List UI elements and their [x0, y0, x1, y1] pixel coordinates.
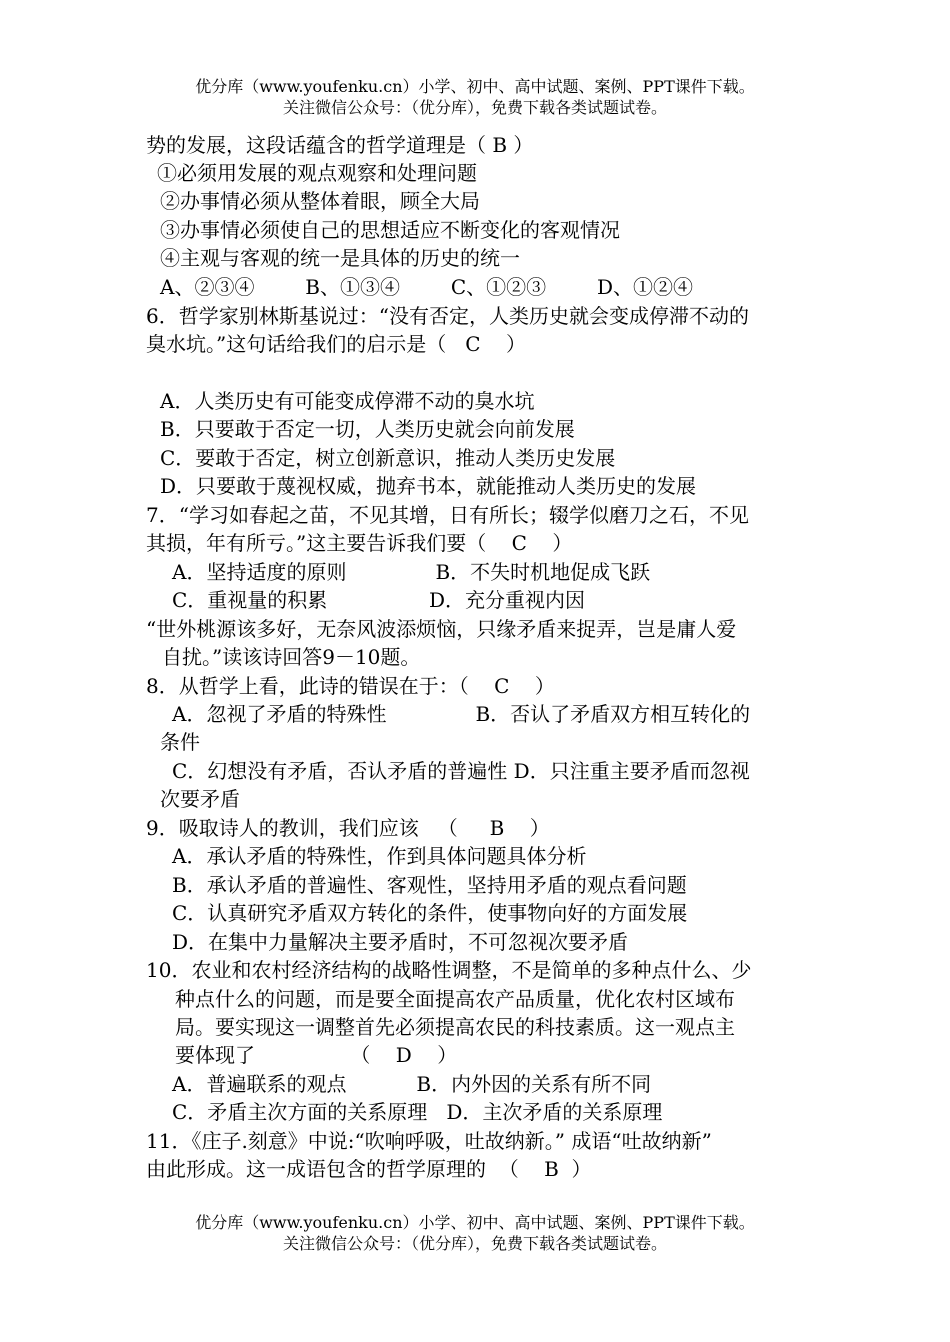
q8-options-ab-line2: 条件 — [160, 730, 200, 754]
page-footer-line1: 优分库（www.youfenku.cn）小学、初中、高中试题、案例、PPT课件下载。 — [195, 1213, 755, 1232]
q8-options-cd-line1: C．幻想没有矛盾，否认矛盾的普遍性 D．只注重主要矛盾而忽视 — [172, 759, 750, 783]
q7-options-cd: C．重视量的积累 D．充分重视内因 — [172, 588, 586, 612]
q9-option-b: B．承认矛盾的普遍性、客观性，坚持用矛盾的观点看问题 — [172, 873, 687, 897]
q10-options-cd: C．矛盾主次方面的关系原理 D．主次矛盾的关系原理 — [172, 1100, 663, 1124]
poem-line1: “世外桃源该多好，无奈风波添烦恼，只缘矛盾来捉弄，岂是庸人爱 — [146, 617, 737, 641]
page-header-line1: 优分库（www.youfenku.cn）小学、初中、高中试题、案例、PPT课件下载。 — [195, 77, 755, 96]
q5-stem-continuation: 势的发展，这段话蕴含的哲学道理是（ B ） — [146, 133, 534, 157]
q5-item-2: ②办事情必须从整体着眼，顾全大局 — [160, 189, 480, 213]
q9-option-d: D．在集中力量解决主要矛盾时，不可忽视次要矛盾 — [172, 930, 629, 954]
q5-item-3: ③办事情必须使自己的思想适应不断变化的客观情况 — [160, 218, 620, 242]
q9-option-c: C．认真研究矛盾双方转化的条件，使事物向好的方面发展 — [172, 901, 688, 925]
q10-stem-line2: 种点什么的问题，而是要全面提高农产品质量，优化农村区域布 — [175, 987, 735, 1011]
q5-choices: A、②③④ B、①③④ C、①②③ D、①②④ — [160, 275, 694, 299]
q6-option-a: A．人类历史有可能变成停滞不动的臭水坑 — [160, 389, 535, 413]
q10-stem-line1: 10．农业和农村经济结构的战略性调整，不是简单的多种点什么、少 — [146, 958, 752, 982]
q9-stem: 9．吸取诗人的教训，我们应该 （ B ） — [146, 816, 550, 840]
poem-line2: 自扰。”读该诗回答9－10题。 — [162, 645, 421, 669]
q8-options-cd-line2: 次要矛盾 — [160, 787, 240, 811]
q8-options-ab-line1: A．忽视了矛盾的特殊性 B．否认了矛盾双方相互转化的 — [172, 702, 751, 726]
q7-stem-line1: 7．“学习如春起之苗，不见其增，日有所长；辍学似磨刀之石，不见 — [146, 503, 749, 527]
q8-stem: 8．从哲学上看，此诗的错误在于：（ C ） — [146, 674, 555, 698]
q11-stem-line1: 11．《庄子.刻意》中说:“吹响呼吸，吐故纳新。” 成语“吐故纳新” — [146, 1129, 712, 1153]
q6-stem-line1: 6．哲学家别林斯基说过：“没有否定，人类历史就会变成停滞不动的 — [146, 304, 749, 328]
page-header-line2: 关注微信公众号：（优分库），免费下载各类试题试卷。 — [282, 98, 667, 117]
page-footer-line2: 关注微信公众号：（优分库），免费下载各类试题试卷。 — [282, 1234, 667, 1253]
q11-stem-line2: 由此形成。这一成语包含的哲学原理的 （ B ） — [146, 1157, 592, 1181]
q10-options-ab: A．普遍联系的观点 B．内外因的关系有所不同 — [172, 1072, 652, 1096]
q5-item-4: ④主观与客观的统一是具体的历史的统一 — [160, 246, 520, 270]
q6-stem-line2: 臭水坑。”这句话给我们的启示是（ C ） — [146, 332, 527, 356]
q10-stem-line3: 局。要实现这一调整首先必须提高农民的科技素质。这一观点主 — [175, 1015, 735, 1039]
q5-item-1: ①必须用发展的观点观察和处理问题 — [157, 161, 477, 185]
q7-options-ab: A．坚持适度的原则 B．不失时机地促成飞跃 — [172, 560, 651, 584]
q7-stem-line2: 其损，年有所亏。”这主要告诉我们要（ C ） — [146, 531, 573, 555]
q10-stem-line4: 要体现了 （ D ） — [175, 1043, 458, 1067]
q6-option-d: D．只要敢于蔑视权威，抛弃书本，就能推动人类历史的发展 — [160, 474, 697, 498]
q6-option-c: C．要敢于否定，树立创新意识，推动人类历史发展 — [160, 446, 616, 470]
q9-option-a: A．承认矛盾的特殊性，作到具体问题具体分析 — [172, 844, 587, 868]
q6-option-b: B．只要敢于否定一切，人类历史就会向前发展 — [160, 417, 575, 441]
